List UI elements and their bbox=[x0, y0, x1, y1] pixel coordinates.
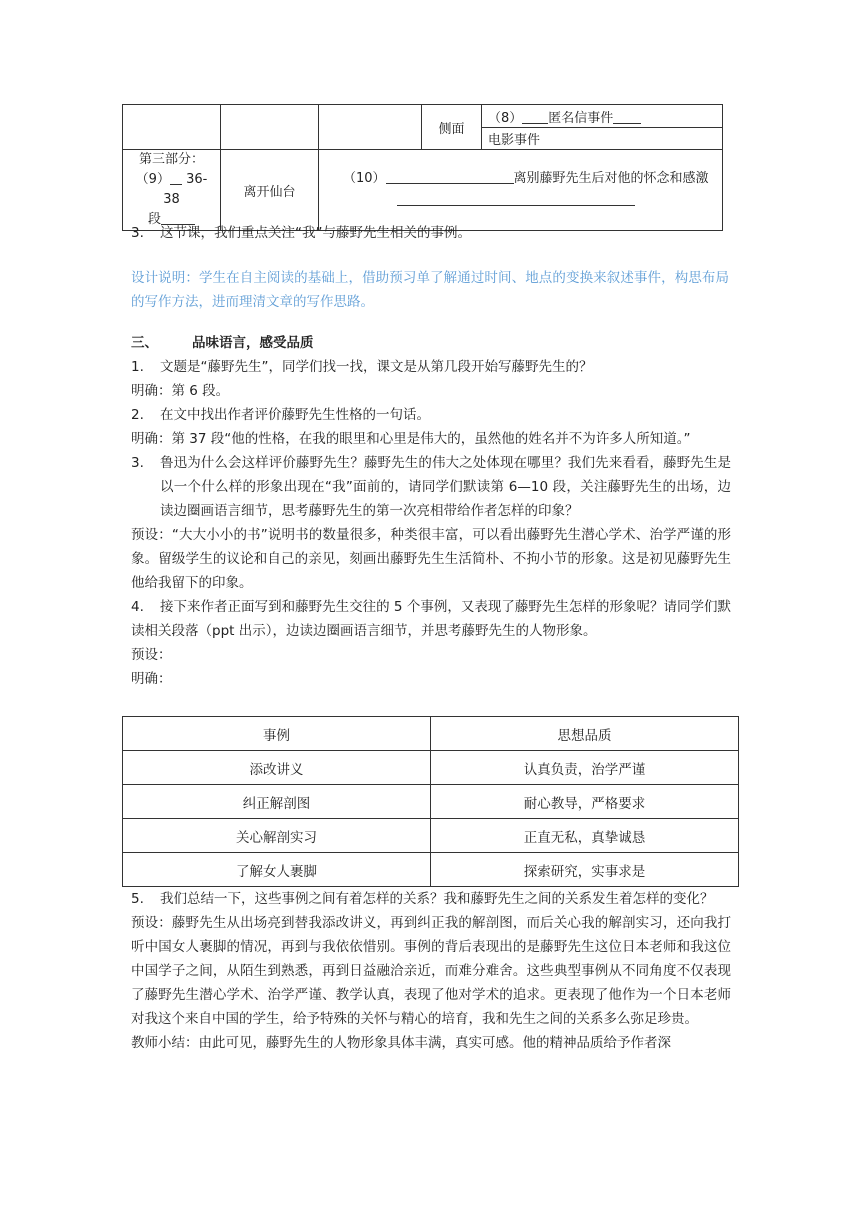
item-8-text: 匿名信事件 bbox=[548, 110, 614, 126]
part3-label-cell bbox=[123, 150, 221, 231]
question-text: 鲁迅为什么会这样评价藤野先生？藤野先生的伟大之处体现在哪里？我们先来看看，藤野先生是以一个什么样的形象出现在“我”面前的，请同学们默读第 6—10 段，关注藤野先生的出场，边读边圈画语言细节，思考藤野先生的第一次亮相带给作者怎样的印象？ bbox=[160, 455, 731, 519]
table-cell bbox=[221, 105, 319, 150]
table-row bbox=[123, 785, 739, 819]
item-10-text: 离别藤野先生后对他的怀念和感激 bbox=[513, 171, 709, 186]
quality-cell: 耐心教导，严格要求 bbox=[431, 785, 739, 819]
design-note: 设计说明：学生在自主阅读的基础上，借助预习单了解通过时间、地点的变换来叙述事件，构思布局的写作方法，进而理清文章的写作思路。 bbox=[131, 270, 729, 310]
example-cell: 纠正解剖图 bbox=[123, 785, 431, 819]
intro-block bbox=[131, 221, 731, 245]
blank-line bbox=[386, 171, 514, 184]
paragraph-text: 这节课，我们重点关注“我”与藤野先生相关的事例。 bbox=[160, 225, 471, 241]
table-header-row bbox=[123, 717, 739, 751]
answer: 预设：藤野先生从出场亮到替我添改讲义，再到纠正我的解剖图，而后关心我的解剖实习，还向我打听中国女人裹脚的情况，再到与我依依惜别。事例的背后表现出的是藤野先生这位日本老师和我这位中国学子之间，从陌生到熟悉，再到日益融洽亲近，而难分难舍。这些典型事例从不同角度不仅表现了藤野先生潜心学术、治学严谨、教学认真，表现了他对学术的追求。更表现了他作为一个日本老师对我这个来自中国的学生，给予特殊的关怀与精心的培育，我和先生之间的关系多么弥足珍贵。 bbox=[131, 915, 731, 1027]
question bbox=[131, 451, 731, 523]
list-number: 3. bbox=[131, 225, 144, 241]
part3-label-line1: 第三部分： bbox=[138, 152, 204, 167]
part3-label-range: 36-38 bbox=[163, 172, 208, 207]
section-3-continued bbox=[131, 887, 731, 1055]
question-text: 接下来作者正面写到和藤野先生交往的 5 个事例，又表现了藤野先生怎样的形象呢？请同学们默读相关段落（ppt 出示），边读边圈画语言细节，并思考藤野先生的人物形象。 bbox=[131, 599, 731, 639]
teacher-summary: 教师小结：由此可见，藤野先生的人物形象具体丰满，真实可感。他的精神品质给予作者深 bbox=[131, 1035, 671, 1051]
question bbox=[131, 595, 731, 643]
item-8-number: （8） bbox=[488, 110, 523, 126]
preset-label: 预设： bbox=[131, 647, 172, 663]
clarify-label: 明确： bbox=[131, 671, 172, 687]
blank-line bbox=[522, 111, 548, 124]
table-row bbox=[123, 819, 739, 853]
question bbox=[131, 887, 731, 911]
paragraph bbox=[131, 221, 731, 245]
example-cell: 添改讲义 bbox=[123, 751, 431, 785]
blank-line bbox=[170, 172, 182, 185]
table-cell bbox=[319, 105, 422, 150]
example-cell: 关心解剖实习 bbox=[123, 819, 431, 853]
question bbox=[131, 355, 731, 379]
section-heading bbox=[131, 331, 731, 355]
answer: 明确：第 37 段“他的性格，在我的眼里和心里是伟大的，虽然他的姓名并不为许多人所知道。” bbox=[131, 431, 691, 447]
section-title: 品味语言，感受品质 bbox=[192, 335, 314, 351]
list-number: 2. bbox=[131, 407, 144, 423]
table-cell bbox=[123, 105, 221, 150]
part3-label-num: （9） bbox=[135, 172, 170, 187]
table-row bbox=[123, 853, 739, 887]
table-header-cell: 思想品质 bbox=[431, 717, 739, 751]
part3-label-para: 段 bbox=[147, 212, 161, 227]
quality-cell: 探索研究，实事求是 bbox=[431, 853, 739, 887]
answer: 预设：“大大小小的书”说明书的数量很多，种类很丰富，可以看出藤野先生潜心学术、治学严谨的形象。留级学生的议论和自己的亲见，刻画出藤野先生生活简朴、不拘小节的形象。这是初见藤野先生他给我留下的印象。 bbox=[131, 527, 731, 591]
part3-topic-cell: 离开仙台 bbox=[221, 150, 319, 231]
movie-event-cell: 电影事件 bbox=[482, 128, 723, 150]
list-number: 5. bbox=[131, 891, 144, 907]
table-row bbox=[123, 751, 739, 785]
examples-table bbox=[122, 716, 739, 887]
list-number: 3. bbox=[131, 455, 144, 471]
quality-cell: 正直无私，真挚诚恳 bbox=[431, 819, 739, 853]
table-header-cell: 事例 bbox=[123, 717, 431, 751]
answer: 明确：第 6 段。 bbox=[131, 383, 230, 399]
side-label-cell: 侧面 bbox=[422, 105, 482, 150]
question-text: 在文中找出作者评价藤野先生性格的一句话。 bbox=[160, 407, 430, 423]
blank-line bbox=[613, 111, 641, 124]
example-cell: 了解女人裹脚 bbox=[123, 853, 431, 887]
quality-cell: 认真负责，治学严谨 bbox=[431, 751, 739, 785]
structure-table bbox=[122, 104, 723, 231]
blank-line bbox=[397, 193, 635, 206]
section-3 bbox=[131, 331, 731, 691]
question bbox=[131, 403, 731, 427]
list-number: 4. bbox=[131, 599, 144, 615]
question-text: 我们总结一下，这些事例之间有着怎样的关系？我和藤野先生之间的关系发生着怎样的变化？ bbox=[160, 891, 714, 907]
item-10-number: （10） bbox=[343, 171, 386, 186]
question-text: 文题是“藤野先生”，同学们找一找，课文是从第几段开始写藤野先生的？ bbox=[160, 359, 593, 375]
section-number: 三、 bbox=[131, 335, 158, 351]
list-number: 1. bbox=[131, 359, 144, 375]
item-10-cell bbox=[319, 150, 723, 231]
item-8-cell bbox=[482, 105, 723, 128]
